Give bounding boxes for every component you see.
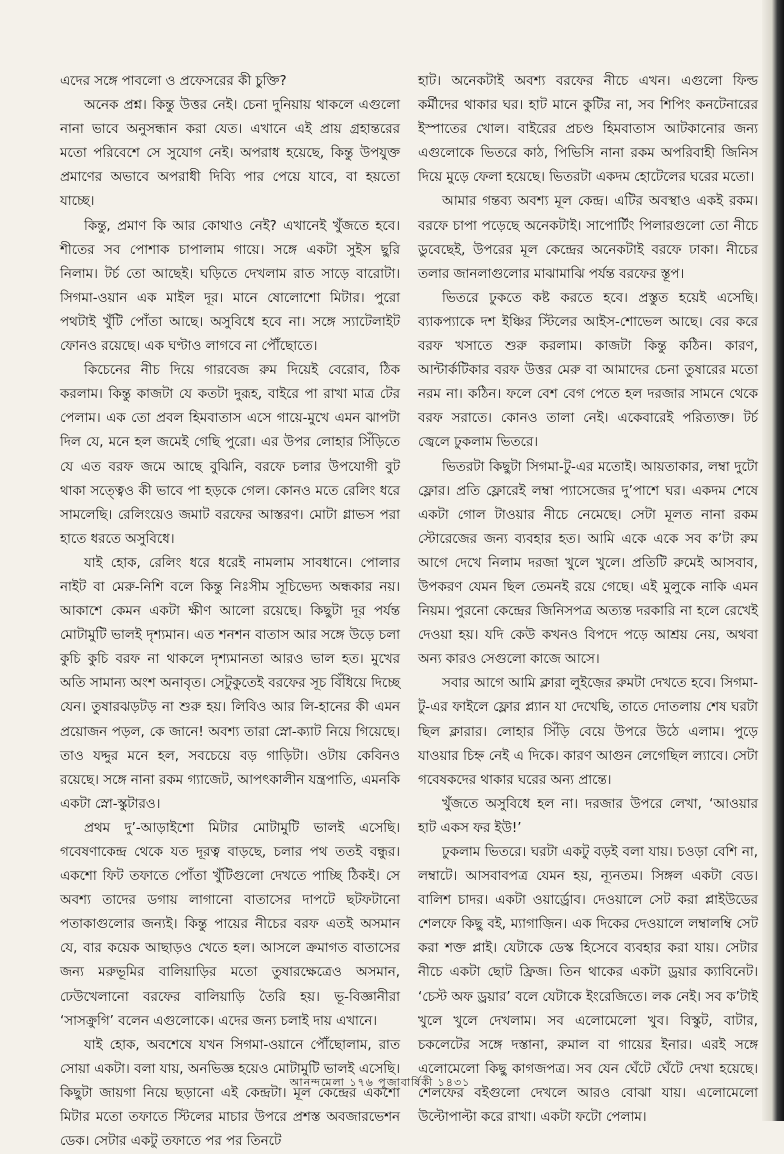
paragraph: হাট। অনেকটাই অবশ্য বরফের নীচে এখন। এগুলো ফিল্ড কর্মীদের থাকার ঘর। হাট মানে কুটির না, সব শিপিং কনটেনারের ইস্পাতের খোল। বাইরের প্রচণ্ড হিমবাতাস আটকানোর জন্য এগুলোকে ভিতরে কাঠ, পিভিসি নানা রকম অপরিবাহী জিনিস দিয়ে মুড়ে ফেলা হয়েছে। ভিতরটা একদম হোটেলের ঘরের মতো। [418, 74, 758, 186]
paragraph: প্রথম দু’-আড়াইশো মিটার মোটামুটি ভালই এসেছি। গবেষণাকেন্দ্র থেকে যত দূরত্ব বাড়ছে, চলার পথ ততই বন্ধুর। একশো ফিট তফাতে পোঁতা খুঁটিগুলো দেখতে পাচ্ছি ঠিকই। সে অবশ্য তাদের ডগায় লাগানো বাতাসের দাপটে ছটফটানো পতাকাগুলোর জন্যই। কিন্তু পায়ের নীচের বরফ এতই অসমান যে, বার কয়েক আছাড়ও খেতে হল। আসলে ক্রমাগত বাতাসের জন্য মরুভূমির বালিয়াড়ির মতো তুষারক্ষেত্রেও অসমান, ঢেউখেলানো বরফের বালিয়াড়ি তৈরি হয়। ভূ-বিজ্ঞানীরা ‘সাসক্রুগি’ বলেন এগুলোকে। এদের জন্য চলাই দায় এখানে। [60, 820, 400, 1029]
paragraph: সবার আগে আমি ক্লারা লুইজ়ের রুমটা দেখতে হবে। সিগমা-টু-এর ফাইলে ফ্লোর প্ল্যান যা দেখেছি, তাতে দোতলায় শেষ ঘরটা ছিল ক্লারার। লোহার সিঁড়ি বেয়ে উপরে উঠে এলাম। পুড়ে যাওয়ার চিহ্ন নেই এ দিকে। কারণ আগুন লেগেছিল ল্যাবে। সেটা গবেষকদের থাকার ঘরের অন্য প্রান্তে। [418, 676, 758, 788]
paragraph: কিচেনের নীচ দিয়ে গারবেজ রুম দিয়েই বেরোব, ঠিক করলাম। কিন্তু কাজটা যে কতটা দুরূহ, বাইরে পা রাখা মাত্র টের পেলাম। এক তো প্রবল হিমবাতাস এসে গায়ে-মুখে এমন ঝাপটা দিল যে, মনে হল জমেই গেছি পুরো। এর উপর লোহার সিঁড়িতে যে এত বরফ জমে আছে বুঝিনি, বরফে চলার উপযোগী বুট থাকা সত্ত্বেও কী ভাবে পা হড়কে গেল। কোনও মতে রেলিং ধরে সামলেছি। রেলিংয়েও জমাট বরফের আস্তরণ। মোটা গ্লাভস পরা হাতে ধরতে অসুবিধে। [60, 363, 400, 547]
paragraph: ঢুকলাম ভিতরে। ঘরটা একটু বড়ই বলা যায়। চওড়া বেশি না, লম্বাটে। আসবাবপত্র যেমন হয়, ন্যূনতম। সিঙ্গল একটা বেড। বালিশ চাদর। একটা ওয়ার্ড্রোব। দেওয়ালে সেট করা প্লাইউডের শেলফে কিছু বই, ম্যাগাজ়িন। এক দিকের দেওয়ালে লম্বালম্বি সেট করা শক্ত প্লাই। যেটাকে ডেস্ক হিসেবে ব্যবহার করা যায়। সেটার নীচে একটা ছোট ফ্রিজ। তিন থাকের একটা ড্রয়ার ক্যাবিনেট। ‘চেস্ট অফ ড্রয়ার’ বলে যেটাকে ইংরেজিতে। লক নেই। সব ক’টাই খুলে খুলে দেখলাম। সব এলোমেলো খুব। বিস্কুট, বাটার, চকলেটের সঙ্গে দস্তানা, রুমাল বা গায়ের ইনার। এরই সঙ্গে এলোমেলো কিছু কাগজপত্র। সব যেন ঘেঁটে ঘেঁটে দেখা হয়েছে। শেলফের বইগুলো দেখলে আরও বোঝা যায়। এলোমেলো উল্টোপাল্টা করে রাখা। একটা ফটো পেলাম। [418, 845, 758, 1126]
paragraph: যাই হোক, রেলিং ধরে ধরেই নামলাম সাবধানে। পোলার নাইট বা মেরু-নিশি বলে কিন্তু নিঃসীম সূচিভেদ্য অন্ধকার নয়। আকাশে কেমন একটা ক্ষীণ আলো রয়েছে। কিছুটা দূর পর্যন্ত মোটামুটি ভালই দৃশ্যমান। এত শনশন বাতাস আর সঙ্গে উড়ে চলা কুচি কুচি বরফ না থাকলে দৃশ্যমানতা আরও ভাল হত। মুখের অতি সামান্য অংশ অনাবৃত। সেটুকুতেই বরফের সূচ বিঁধিয়ে দিচ্ছে যেন। তুষারঝড়টড় না শুরু হয়। লিবিও আর লি-হানের কী এমন প্রয়োজন পড়ল, কে জানে! অবশ্য তারা স্নো-ক্যাট নিয়ে গিয়েছে। তাও যদ্দুর মনে হল, সবচেয়ে বড় গাড়িটা। ওটায় কেবিনও রয়েছে। সঙ্গে নানা রকম গ্যাজেট, আপৎকালীন যন্ত্রপাতি, এমনকি একটা স্নো-স্কুটারও। [60, 555, 400, 812]
paragraph: ভিতরটা কিছুটা সিগমা-টু-এর মতোই। আয়তাকার, লম্বা দুটো ফ্লোর। প্রতি ফ্লোরেই লম্বা প্যাসেজের দু’পাশে ঘর। একদম শেষে একটা গোল টাওয়ার নীচে নেমেছে। সেটা মূলত নানা রকম স্টোরেজের জন্য ব্যবহার হত। আমি একে একে সব ক’টা রুম আগে দেখে নিলাম দরজা খুলে খুলে। প্রতিটি রুমেই আসবাব, উপকরণ যেমন ছিল তেমনই রয়ে গেছে। এই মুলুকে নাকি এমন নিয়ম। পুরনো কেন্দ্রের জিনিসপত্র অত্যন্ত দরকারি না হলে রেখেই দেওয়া হয়। যদি কেউ কখনও বিপদে পড়ে আশ্রয় নেয়, অথবা অন্য কারও সেগুলো কাজে আসে। [418, 459, 758, 668]
page-footer: আনন্দমেলা ১৭৬ পূজাবার্ষিকী ১৪৩১ [289, 1076, 471, 1089]
paragraph: কিন্তু, প্রমাণ কি আর কোথাও নেই? এখানেই খুঁজতে হবে। শীতের সব পোশাক চাপালাম গায়ে। সঙ্গে একটা সুইস ছুরি নিলাম। টর্চ তো আছেই। ঘড়িতে দেখলাম রাত সাড়ে বারোটা। সিগমা-ওয়ান এক মাইল দূর। মানে ষোলোশো মিটার। পুরো পথটাই খুঁটি পোঁতা আছে। অসুবিধে হবে না। সঙ্গে স্যাটেলাইট ফোনও রয়েছে। এক ঘণ্টাও লাগবে না পৌঁছোতে। [60, 218, 400, 355]
text-column-right [418, 70, 758, 1130]
paragraph: যাই হোক, অবশেষে যখন সিগমা-ওয়ানে পৌঁছোলাম, রাত সোয়া একটা। বলা যায়, অনভিজ্ঞ হয়েও মোটামুটি ভালই এসেছি। কিছুটা জায়গা নিয়ে ছড়ানো এই কেন্দ্রটা। মূল কেন্দ্রের একশো মিটার মতো তফাতে স্টিলের মাচার উপরে প্রশস্ত অবজারভেশন ডেক। সেটার একটু তফাতে পর পর তিনটে [60, 1037, 400, 1150]
paragraph: অনেক প্রশ্ন। কিন্তু উত্তর নেই। চেনা দুনিয়ায় থাকলে এগুলো নানা ভাবে অনুসন্ধান করা যেত। এখানে এই প্রায় গ্রহান্তরের মতো পরিবেশে সে সুযোগ নেই। অপরাধ হয়েছে, কিন্তু উপযুক্ত প্রমাণের অভাবে অপরাধী দিব্যি পার পেয়ে যাবে, বা হয়তো যাচ্ছে। [60, 98, 400, 210]
paragraph: এদের সঙ্গে পাবলো ও প্রফেসরের কী চুক্তি? [60, 74, 287, 89]
paragraph: আমার গন্তব্য অবশ্য মূল কেন্দ্র। এটির অবস্থাও একই রকম। বরফে চাপা পড়েছে অনেকটাই। সাপোর্টিং পিলারগুলো তো নীচে ডুবেছেই, উপরের মূল কেন্দ্রের অনেকটাই বরফে ঢাকা। নীচের তলার জানলাগুলোর মাঝামাঝি পর্যন্ত বরফের স্তূপ। [418, 194, 758, 282]
paragraph: খুঁজতে অসুবিধে হল না। দরজার উপরে লেখা, ‘আওয়ার হাট একস ফর ইউ!’ [418, 796, 758, 836]
text-column-left [60, 70, 400, 1154]
paragraph: ভিতরে ঢুকতে কষ্ট করতে হবে। প্রস্তুত হয়েই এসেছি। ব্যাকপ্যাকে দশ ইঞ্চির স্টিলের আইস-শোভেল আছে। বের করে বরফ খসাতে শুরু করলাম। কাজটা কিন্তু কঠিন। কারণ, আন্টার্কটিকার বরফ উত্তর মেরু বা আমাদের চেনা তুষারের মতো নরম না। কঠিন। ফলে বেশ বেগ পেতে হল দরজার সামনে থেকে বরফ সরাতে। কোনও তালা নেই। একেবারেই পরিত্যক্ত। টর্চ জ্বেলে ঢুকলাম ভিতরে। [418, 290, 758, 451]
page-edge-shadow [762, 0, 784, 1121]
